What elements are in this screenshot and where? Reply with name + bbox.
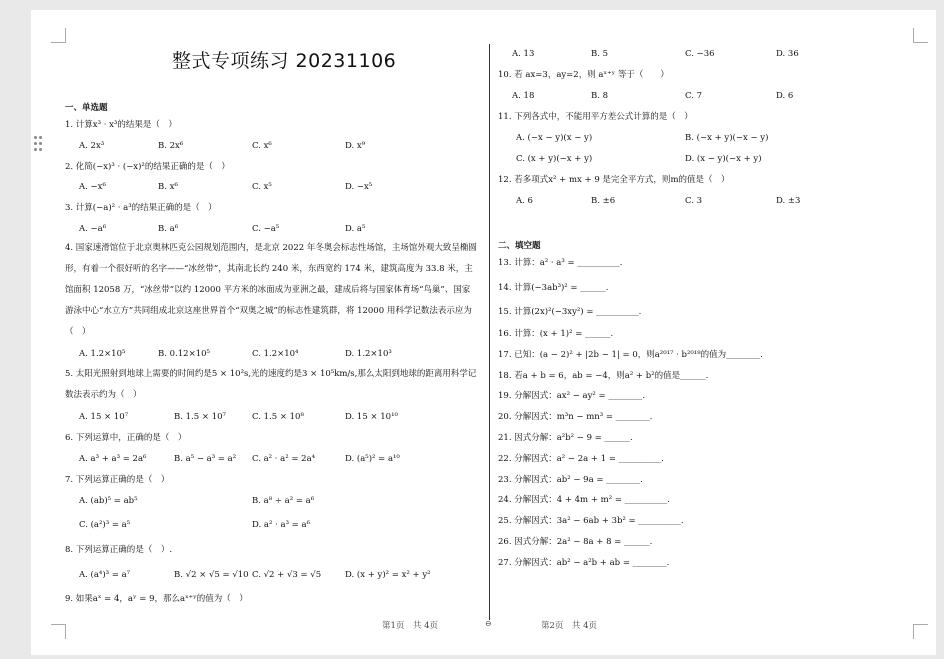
fill-question: 18. 若a + b = 6，ab = −4，则a² + b²的值是______. [498, 371, 709, 381]
fill-question: 24. 分解因式：4 + 4m + m² = __________. [498, 495, 670, 505]
page-break-icon: ⊖ [485, 619, 492, 628]
option: A. 1.2×10⁵ [79, 349, 126, 359]
option: A. 18 [512, 91, 535, 101]
question-9: 9. 如果aˣ = 4，aʸ = 9，那么aˣ⁺ʸ的值为（ ） [65, 594, 248, 604]
question-4: 4. 国家速滑馆位于北京奥林匹克公园规划范围内，是北京 2022 年冬奥会标志性场馆，主场馆外观大致呈椭圆形，有着一个很好听的名字——“冰丝带”，其南北长约 240 米，东西宽约 174 米，建筑高度为 33.8 米，主馆面积 12058 万，“冰丝带”以约 12000 平方米的冰面成为亚洲之最，建成后将与国家体育场“鸟巢”、国家游泳中心“水立方”共同组成北京这座世界首个“双奥之城”的标志性建筑群，将 12000 用科学记数法表示应为（ ） [65, 243, 477, 337]
fill-question: 22. 分解因式：a² − 2a + 1 = __________. [498, 454, 664, 464]
drag-handle-icon[interactable] [34, 136, 44, 152]
option: A. (ab)⁵ = ab⁵ [79, 496, 138, 506]
option: D. a⁵ [345, 224, 366, 234]
option: D. 36 [776, 49, 799, 59]
page-corner-mark [51, 624, 66, 639]
fill-question: 26. 因式分解：2a² − 8a + 8 = ______. [498, 537, 653, 547]
option: B. a⁶ [158, 224, 179, 234]
option: D. ±3 [776, 196, 801, 206]
option: C. 1.2×10⁴ [252, 349, 299, 359]
option: D. (x + y)² = x² + y² [345, 570, 431, 580]
option: C. −36 [685, 49, 715, 59]
option: A. 6 [516, 196, 533, 206]
option: C. 7 [685, 91, 703, 101]
question-8: 8. 下列运算正确的是（ ）. [65, 545, 173, 555]
page-title: 整式专项练习 20231106 [172, 50, 397, 72]
option: D. −x⁵ [345, 182, 373, 192]
page-corner-mark [913, 28, 928, 43]
option: C. √2 + √3 = √5 [252, 570, 322, 580]
option: C. 3 [685, 196, 703, 206]
option: B. ±6 [591, 196, 616, 206]
option: D. (a⁵)² = a¹⁰ [345, 454, 400, 464]
fill-question: 17. 已知：(a − 2)² + |2b − 1| = 0，则a²⁰¹⁷ · b²⁰¹⁸的值为________. [498, 350, 763, 360]
page-corner-mark [51, 28, 66, 43]
option: C. x⁶ [252, 141, 272, 151]
option: B. a⁸ ÷ a² = a⁶ [252, 496, 315, 506]
option: A. 13 [512, 49, 535, 59]
option: B. 2x⁶ [158, 141, 184, 151]
option: A. 2x³ [79, 141, 105, 151]
fill-question: 25. 分解因式：3a² − 6ab + 3b² = __________. [498, 516, 684, 526]
fill-question: 14. 计算(−3ab³)² = ______. [498, 283, 609, 293]
question-2: 2. 化简(−x)³ · (−x)²的结果正确的是（ ） [65, 162, 230, 172]
option: A. (a⁴)³ = a⁷ [79, 570, 131, 580]
option: B. a⁵ − a³ = a² [174, 454, 237, 464]
option: C. 1.5 × 10⁸ [252, 412, 304, 422]
option: D. a² · a³ = a⁶ [252, 520, 310, 530]
option: A. −a⁶ [79, 224, 107, 234]
option: A. −x⁶ [79, 182, 106, 192]
question-3: 3. 计算(−a)² · a³的结果正确的是（ ） [65, 203, 217, 213]
question-10: 10. 若 ax=3，ay=2，则 aˣ⁺ʸ 等于（ ） [498, 70, 669, 80]
option: D. 1.2×10³ [345, 349, 392, 359]
fill-question: 15. 计算(2x)²(−3xy²) = __________. [498, 307, 642, 317]
question-6: 6. 下列运算中，正确的是（ ） [65, 433, 187, 443]
fill-question: 27. 分解因式：ab² − a²b + ab = ________. [498, 558, 670, 568]
question-5: 5. 太阳光照射到地球上需要的时间约是5 × 10²s,光的速度约是3 × 10⁵km/s,那么太阳到地球的距离用科学记数法表示约为（ ） [65, 369, 477, 400]
option: B. 0.12×10⁵ [158, 349, 210, 359]
option: B. x⁶ [158, 182, 178, 192]
question-1: 1. 计算x³ · x³的结果是（ ） [65, 120, 177, 130]
section-heading-fill-blank: 二、填空题 [498, 241, 541, 251]
option: A. a³ + a³ = 2a⁶ [79, 454, 147, 464]
option: C. (x + y)(−x + y) [516, 154, 593, 164]
option: B. 8 [591, 91, 609, 101]
option: D. 6 [776, 91, 794, 101]
option: B. (−x + y)(−x − y) [685, 133, 769, 143]
column-divider [489, 44, 490, 620]
question-7: 7. 下列运算正确的是（ ） [65, 475, 170, 485]
fill-question: 23. 分解因式：ab² − 9a = ________. [498, 475, 643, 485]
fill-question: 13. 计算：a² · a³ = __________. [498, 258, 623, 268]
option: A. (−x − y)(x − y) [516, 133, 593, 143]
option: B. 5 [591, 49, 609, 59]
fill-question: 21. 因式分解：a²b² − 9 = ______. [498, 433, 633, 443]
question-11: 11. 下列各式中，不能用平方差公式计算的是（ ） [498, 112, 693, 122]
section-heading-single-choice: 一、单选题 [65, 103, 108, 113]
option: C. −a⁵ [252, 224, 280, 234]
option: A. 15 × 10⁷ [79, 412, 129, 422]
option: B. √2 × √5 = √10 [174, 570, 249, 580]
page-footer-right: 第2页 共 4页 [541, 621, 598, 631]
question-12: 12. 若多项式x² + mx + 9 是完全平方式，则m的值是（ ） [498, 175, 730, 185]
option: C. x⁵ [252, 182, 272, 192]
page-footer-left: 第1页 共 4页 [382, 621, 439, 631]
option: D. x⁹ [345, 141, 366, 151]
page-corner-mark [913, 624, 928, 639]
option: D. 15 × 10¹⁰ [345, 412, 398, 422]
option: C. (a²)³ = a⁵ [79, 520, 131, 530]
option: B. 1.5 × 10⁷ [174, 412, 226, 422]
option: C. a² · a² = 2a⁴ [252, 454, 316, 464]
fill-question: 19. 分解因式：ax² − ay² = ________. [498, 391, 646, 401]
fill-question: 16. 计算：(x + 1)² = ______. [498, 329, 614, 339]
option: D. (x − y)(−x + y) [685, 154, 762, 164]
fill-question: 20. 分解因式：m³n − mn³ = ________. [498, 412, 653, 422]
